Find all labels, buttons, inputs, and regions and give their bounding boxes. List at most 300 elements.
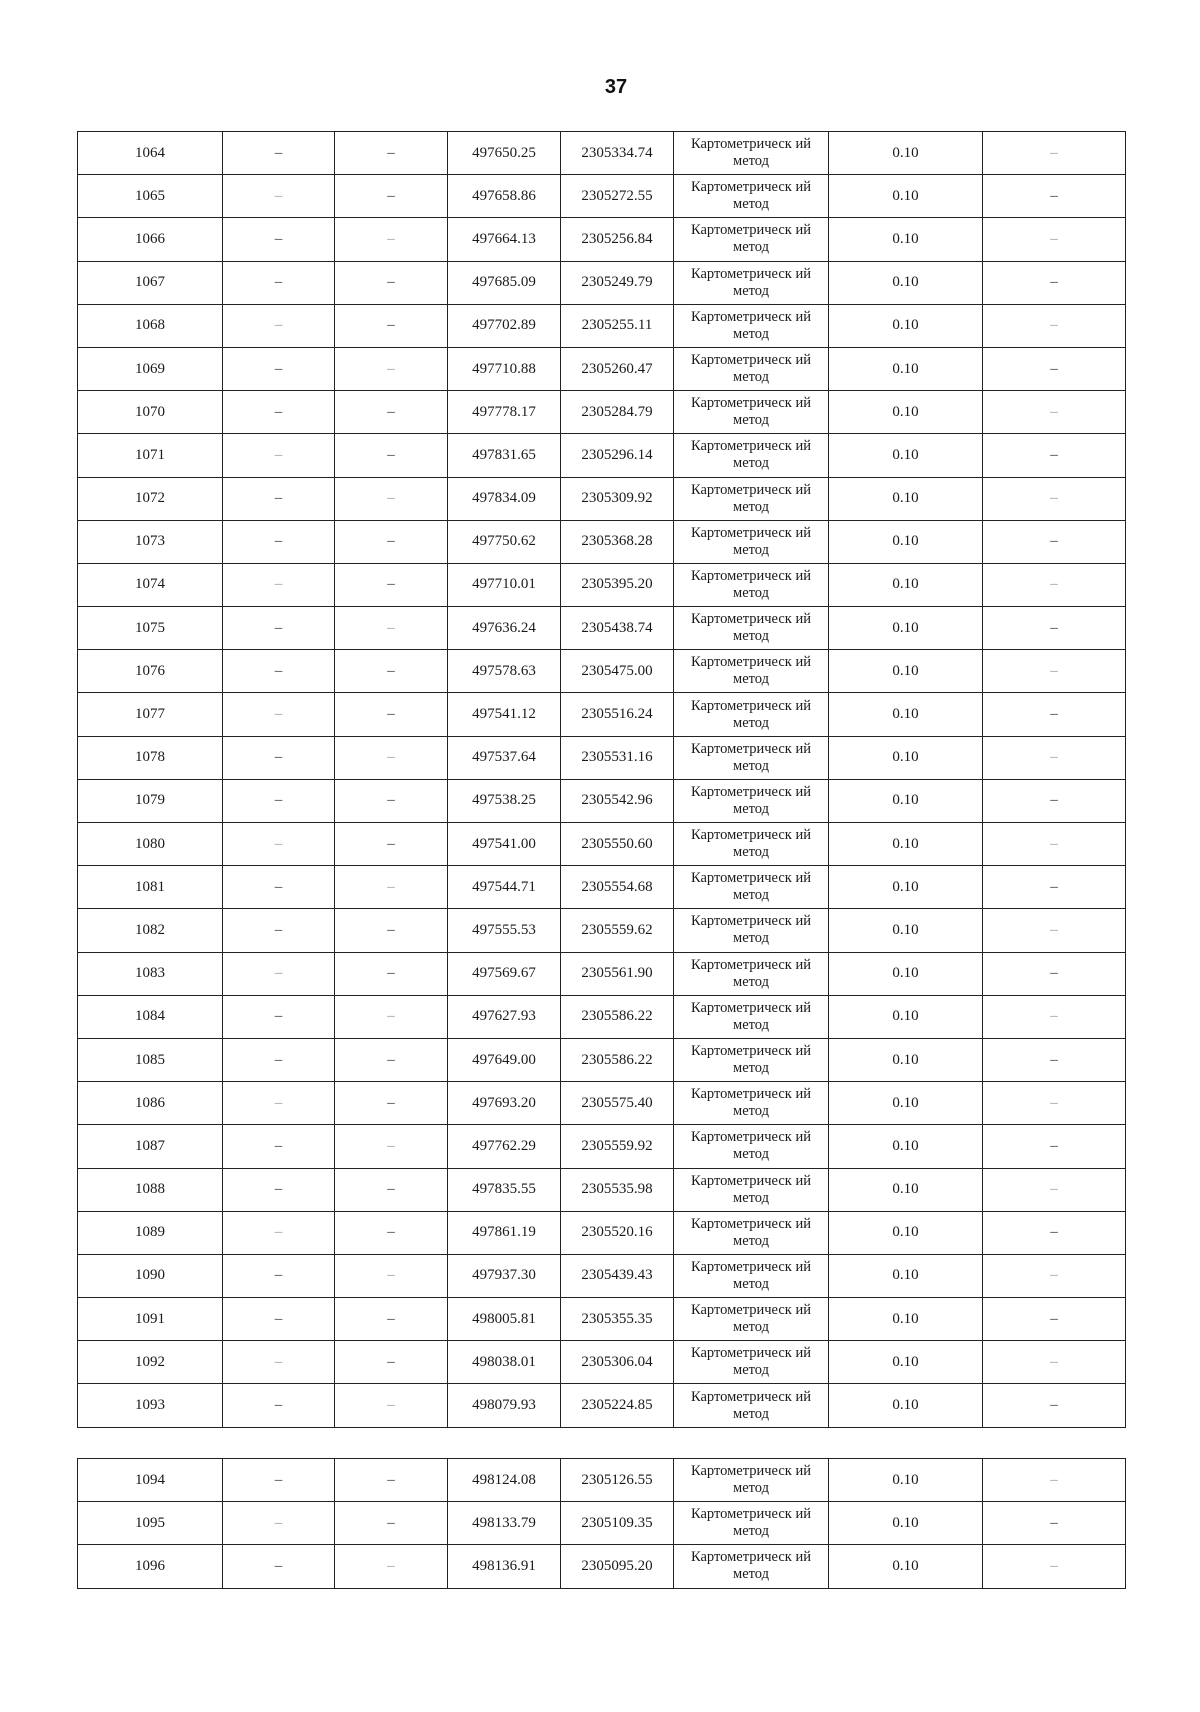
empty-value-cell: – [223,175,335,218]
x-coordinate-cell: 498038.01 [448,1341,561,1384]
accuracy-cell: 0.10 [829,1502,983,1545]
point-number-cell: 1093 [78,1384,223,1427]
empty-value-cell: – [335,995,448,1038]
point-number-cell: 1075 [78,607,223,650]
empty-value-cell: – [335,866,448,909]
y-coordinate-cell: 2305586.22 [561,995,674,1038]
empty-value-cell: – [983,952,1126,995]
y-coordinate-cell: 2305272.55 [561,175,674,218]
point-number-cell: 1088 [78,1168,223,1211]
empty-value-cell: – [223,1545,335,1588]
point-number-cell: 1079 [78,779,223,822]
y-coordinate-cell: 2305368.28 [561,520,674,563]
table-row [78,563,1126,606]
empty-value-cell: – [223,1341,335,1384]
empty-value-cell: – [983,520,1126,563]
x-coordinate-cell: 497649.00 [448,1038,561,1081]
empty-value-cell: – [335,132,448,175]
y-coordinate-cell: 2305126.55 [561,1459,674,1502]
empty-value-cell: – [983,1502,1126,1545]
accuracy-cell: 0.10 [829,1211,983,1254]
empty-value-cell: – [335,1211,448,1254]
empty-value-cell: – [223,693,335,736]
empty-value-cell: – [983,261,1126,304]
y-coordinate-cell: 2305559.62 [561,909,674,952]
table-row [78,995,1126,1038]
empty-value-cell: – [223,995,335,1038]
empty-value-cell: – [335,175,448,218]
empty-value-cell: – [983,823,1126,866]
method-cell: Картометрическ ий метод [674,1211,829,1254]
x-coordinate-cell: 497710.01 [448,563,561,606]
empty-value-cell: – [223,607,335,650]
method-cell: Картометрическ ий метод [674,1168,829,1211]
table-row [78,1254,1126,1297]
point-number-cell: 1092 [78,1341,223,1384]
coordinates-table-continued [77,1458,1126,1589]
method-cell: Картометрическ ий метод [674,304,829,347]
empty-value-cell: – [335,1254,448,1297]
y-coordinate-cell: 2305249.79 [561,261,674,304]
y-coordinate-cell: 2305395.20 [561,563,674,606]
empty-value-cell: – [983,391,1126,434]
y-coordinate-cell: 2305575.40 [561,1082,674,1125]
empty-value-cell: – [335,563,448,606]
x-coordinate-cell: 497578.63 [448,650,561,693]
method-cell: Картометрическ ий метод [674,823,829,866]
x-coordinate-cell: 497778.17 [448,391,561,434]
empty-value-cell: – [335,218,448,261]
x-coordinate-cell: 497627.93 [448,995,561,1038]
empty-value-cell: – [223,1459,335,1502]
accuracy-cell: 0.10 [829,477,983,520]
empty-value-cell: – [335,520,448,563]
y-coordinate-cell: 2305255.11 [561,304,674,347]
empty-value-cell: – [983,1459,1126,1502]
empty-value-cell: – [335,304,448,347]
point-number-cell: 1064 [78,132,223,175]
x-coordinate-cell: 497831.65 [448,434,561,477]
empty-value-cell: – [223,1502,335,1545]
empty-value-cell: – [335,1125,448,1168]
accuracy-cell: 0.10 [829,1384,983,1427]
empty-value-cell: – [223,1125,335,1168]
method-cell: Картометрическ ий метод [674,391,829,434]
x-coordinate-cell: 497555.53 [448,909,561,952]
accuracy-cell: 0.10 [829,175,983,218]
table-row [78,779,1126,822]
x-coordinate-cell: 497658.86 [448,175,561,218]
empty-value-cell: – [983,218,1126,261]
empty-value-cell: – [223,866,335,909]
method-cell: Картометрическ ий метод [674,1125,829,1168]
x-coordinate-cell: 497702.89 [448,304,561,347]
empty-value-cell: – [223,1211,335,1254]
empty-value-cell: – [223,218,335,261]
accuracy-cell: 0.10 [829,434,983,477]
accuracy-cell: 0.10 [829,1082,983,1125]
empty-value-cell: – [223,1298,335,1341]
empty-value-cell: – [223,520,335,563]
accuracy-cell: 0.10 [829,995,983,1038]
y-coordinate-cell: 2305334.74 [561,132,674,175]
accuracy-cell: 0.10 [829,261,983,304]
table-row [78,218,1126,261]
point-number-cell: 1095 [78,1502,223,1545]
accuracy-cell: 0.10 [829,1038,983,1081]
table-row [78,1298,1126,1341]
empty-value-cell: – [335,952,448,995]
y-coordinate-cell: 2305520.16 [561,1211,674,1254]
table-row [78,1545,1126,1588]
y-coordinate-cell: 2305256.84 [561,218,674,261]
accuracy-cell: 0.10 [829,607,983,650]
x-coordinate-cell: 497569.67 [448,952,561,995]
empty-value-cell: – [983,1384,1126,1427]
point-number-cell: 1086 [78,1082,223,1125]
method-cell: Картометрическ ий метод [674,693,829,736]
method-cell: Картометрическ ий метод [674,563,829,606]
point-number-cell: 1089 [78,1211,223,1254]
table-row [78,650,1126,693]
empty-value-cell: – [983,650,1126,693]
point-number-cell: 1070 [78,391,223,434]
empty-value-cell: – [983,779,1126,822]
method-cell: Картометрическ ий метод [674,952,829,995]
table-row [78,736,1126,779]
table-row [78,304,1126,347]
method-cell: Картометрическ ий метод [674,132,829,175]
accuracy-cell: 0.10 [829,1168,983,1211]
x-coordinate-cell: 498133.79 [448,1502,561,1545]
y-coordinate-cell: 2305542.96 [561,779,674,822]
empty-value-cell: – [335,391,448,434]
empty-value-cell: – [983,1211,1126,1254]
x-coordinate-cell: 497650.25 [448,132,561,175]
table-row [78,1038,1126,1081]
table-row [78,434,1126,477]
point-number-cell: 1082 [78,909,223,952]
accuracy-cell: 0.10 [829,823,983,866]
empty-value-cell: – [223,823,335,866]
x-coordinate-cell: 497541.12 [448,693,561,736]
y-coordinate-cell: 2305296.14 [561,434,674,477]
method-cell: Картометрическ ий метод [674,1254,829,1297]
y-coordinate-cell: 2305586.22 [561,1038,674,1081]
empty-value-cell: – [335,607,448,650]
x-coordinate-cell: 497544.71 [448,866,561,909]
method-cell: Картометрическ ий метод [674,1502,829,1545]
table-row [78,1125,1126,1168]
table-row [78,520,1126,563]
empty-value-cell: – [223,1038,335,1081]
table-row [78,1082,1126,1125]
accuracy-cell: 0.10 [829,1545,983,1588]
x-coordinate-cell: 497693.20 [448,1082,561,1125]
method-cell: Картометрическ ий метод [674,1082,829,1125]
x-coordinate-cell: 498136.91 [448,1545,561,1588]
method-cell: Картометрическ ий метод [674,1384,829,1427]
table-row [78,1168,1126,1211]
table-row [78,347,1126,390]
point-number-cell: 1072 [78,477,223,520]
empty-value-cell: – [335,1168,448,1211]
point-number-cell: 1078 [78,736,223,779]
empty-value-cell: – [335,347,448,390]
table-row [78,909,1126,952]
accuracy-cell: 0.10 [829,132,983,175]
point-number-cell: 1076 [78,650,223,693]
empty-value-cell: – [223,779,335,822]
y-coordinate-cell: 2305475.00 [561,650,674,693]
empty-value-cell: – [983,1168,1126,1211]
point-number-cell: 1069 [78,347,223,390]
accuracy-cell: 0.10 [829,1459,983,1502]
empty-value-cell: – [223,736,335,779]
empty-value-cell: – [223,347,335,390]
empty-value-cell: – [983,909,1126,952]
method-cell: Картометрическ ий метод [674,650,829,693]
x-coordinate-cell: 497861.19 [448,1211,561,1254]
x-coordinate-cell: 497538.25 [448,779,561,822]
point-number-cell: 1080 [78,823,223,866]
method-cell: Картометрическ ий метод [674,520,829,563]
accuracy-cell: 0.10 [829,563,983,606]
x-coordinate-cell: 497541.00 [448,823,561,866]
point-number-cell: 1067 [78,261,223,304]
empty-value-cell: – [223,261,335,304]
point-number-cell: 1084 [78,995,223,1038]
empty-value-cell: – [223,1168,335,1211]
empty-value-cell: – [223,304,335,347]
empty-value-cell: – [983,1341,1126,1384]
x-coordinate-cell: 497835.55 [448,1168,561,1211]
accuracy-cell: 0.10 [829,304,983,347]
empty-value-cell: – [335,693,448,736]
method-cell: Картометрическ ий метод [674,995,829,1038]
method-cell: Картометрическ ий метод [674,1341,829,1384]
method-cell: Картометрическ ий метод [674,866,829,909]
method-cell: Картометрическ ий метод [674,261,829,304]
empty-value-cell: – [983,563,1126,606]
table-row [78,477,1126,520]
empty-value-cell: – [983,736,1126,779]
accuracy-cell: 0.10 [829,391,983,434]
empty-value-cell: – [223,391,335,434]
accuracy-cell: 0.10 [829,347,983,390]
accuracy-cell: 0.10 [829,1298,983,1341]
y-coordinate-cell: 2305260.47 [561,347,674,390]
method-cell: Картометрическ ий метод [674,347,829,390]
point-number-cell: 1066 [78,218,223,261]
empty-value-cell: – [335,909,448,952]
x-coordinate-cell: 497710.88 [448,347,561,390]
empty-value-cell: – [983,1125,1126,1168]
table-row [78,1211,1126,1254]
empty-value-cell: – [335,1082,448,1125]
empty-value-cell: – [983,1298,1126,1341]
empty-value-cell: – [223,477,335,520]
empty-value-cell: – [335,434,448,477]
empty-value-cell: – [335,1341,448,1384]
method-cell: Картометрическ ий метод [674,218,829,261]
y-coordinate-cell: 2305438.74 [561,607,674,650]
empty-value-cell: – [223,1384,335,1427]
y-coordinate-cell: 2305535.98 [561,1168,674,1211]
page-number: 37 [604,76,628,98]
table-row [78,132,1126,175]
x-coordinate-cell: 497636.24 [448,607,561,650]
empty-value-cell: – [335,1502,448,1545]
accuracy-cell: 0.10 [829,952,983,995]
empty-value-cell: – [223,563,335,606]
accuracy-cell: 0.10 [829,779,983,822]
y-coordinate-cell: 2305439.43 [561,1254,674,1297]
y-coordinate-cell: 2305109.35 [561,1502,674,1545]
empty-value-cell: – [223,434,335,477]
x-coordinate-cell: 498124.08 [448,1459,561,1502]
empty-value-cell: – [223,1254,335,1297]
x-coordinate-cell: 497537.64 [448,736,561,779]
y-coordinate-cell: 2305559.92 [561,1125,674,1168]
accuracy-cell: 0.10 [829,1125,983,1168]
table-row [78,693,1126,736]
table-row [78,952,1126,995]
empty-value-cell: – [335,1298,448,1341]
method-cell: Картометрическ ий метод [674,909,829,952]
empty-value-cell: – [223,650,335,693]
empty-value-cell: – [983,866,1126,909]
table-row [78,1384,1126,1427]
point-number-cell: 1085 [78,1038,223,1081]
method-cell: Картометрическ ий метод [674,1298,829,1341]
x-coordinate-cell: 497937.30 [448,1254,561,1297]
empty-value-cell: – [335,823,448,866]
empty-value-cell: – [983,347,1126,390]
y-coordinate-cell: 2305306.04 [561,1341,674,1384]
x-coordinate-cell: 498079.93 [448,1384,561,1427]
method-cell: Картометрическ ий метод [674,1459,829,1502]
point-number-cell: 1090 [78,1254,223,1297]
y-coordinate-cell: 2305224.85 [561,1384,674,1427]
method-cell: Картометрическ ий метод [674,175,829,218]
x-coordinate-cell: 497664.13 [448,218,561,261]
empty-value-cell: – [983,693,1126,736]
empty-value-cell: – [983,1038,1126,1081]
accuracy-cell: 0.10 [829,1341,983,1384]
accuracy-cell: 0.10 [829,736,983,779]
empty-value-cell: – [983,995,1126,1038]
accuracy-cell: 0.10 [829,520,983,563]
y-coordinate-cell: 2305355.35 [561,1298,674,1341]
y-coordinate-cell: 2305309.92 [561,477,674,520]
table-row [78,261,1126,304]
empty-value-cell: – [983,175,1126,218]
empty-value-cell: – [335,736,448,779]
method-cell: Картометрическ ий метод [674,607,829,650]
point-number-cell: 1074 [78,563,223,606]
table-row [78,1459,1126,1502]
empty-value-cell: – [223,132,335,175]
empty-value-cell: – [983,132,1126,175]
empty-value-cell: – [335,650,448,693]
accuracy-cell: 0.10 [829,909,983,952]
empty-value-cell: – [335,477,448,520]
point-number-cell: 1091 [78,1298,223,1341]
empty-value-cell: – [983,1545,1126,1588]
point-number-cell: 1083 [78,952,223,995]
method-cell: Картометрическ ий метод [674,1545,829,1588]
empty-value-cell: – [223,909,335,952]
y-coordinate-cell: 2305554.68 [561,866,674,909]
accuracy-cell: 0.10 [829,1254,983,1297]
point-number-cell: 1071 [78,434,223,477]
empty-value-cell: – [983,607,1126,650]
empty-value-cell: – [335,261,448,304]
coordinates-table [77,131,1126,1428]
accuracy-cell: 0.10 [829,693,983,736]
method-cell: Картометрическ ий метод [674,736,829,779]
empty-value-cell: – [335,1038,448,1081]
y-coordinate-cell: 2305561.90 [561,952,674,995]
point-number-cell: 1096 [78,1545,223,1588]
point-number-cell: 1073 [78,520,223,563]
empty-value-cell: – [335,1384,448,1427]
empty-value-cell: – [335,779,448,822]
table-row [78,866,1126,909]
x-coordinate-cell: 498005.81 [448,1298,561,1341]
point-number-cell: 1081 [78,866,223,909]
table-row [78,607,1126,650]
empty-value-cell: – [983,434,1126,477]
method-cell: Картометрическ ий метод [674,779,829,822]
table-row [78,823,1126,866]
table-row [78,1502,1126,1545]
empty-value-cell: – [983,1082,1126,1125]
empty-value-cell: – [335,1459,448,1502]
x-coordinate-cell: 497762.29 [448,1125,561,1168]
y-coordinate-cell: 2305531.16 [561,736,674,779]
empty-value-cell: – [223,1082,335,1125]
empty-value-cell: – [223,952,335,995]
accuracy-cell: 0.10 [829,650,983,693]
table-row [78,1341,1126,1384]
y-coordinate-cell: 2305516.24 [561,693,674,736]
point-number-cell: 1065 [78,175,223,218]
point-number-cell: 1068 [78,304,223,347]
point-number-cell: 1087 [78,1125,223,1168]
empty-value-cell: – [983,1254,1126,1297]
x-coordinate-cell: 497750.62 [448,520,561,563]
y-coordinate-cell: 2305095.20 [561,1545,674,1588]
y-coordinate-cell: 2305284.79 [561,391,674,434]
method-cell: Картометрическ ий метод [674,1038,829,1081]
empty-value-cell: – [983,477,1126,520]
table-row [78,391,1126,434]
point-number-cell: 1094 [78,1459,223,1502]
y-coordinate-cell: 2305550.60 [561,823,674,866]
x-coordinate-cell: 497685.09 [448,261,561,304]
accuracy-cell: 0.10 [829,218,983,261]
empty-value-cell: – [983,304,1126,347]
accuracy-cell: 0.10 [829,866,983,909]
table-row [78,175,1126,218]
point-number-cell: 1077 [78,693,223,736]
method-cell: Картометрическ ий метод [674,434,829,477]
x-coordinate-cell: 497834.09 [448,477,561,520]
empty-value-cell: – [335,1545,448,1588]
method-cell: Картометрическ ий метод [674,477,829,520]
